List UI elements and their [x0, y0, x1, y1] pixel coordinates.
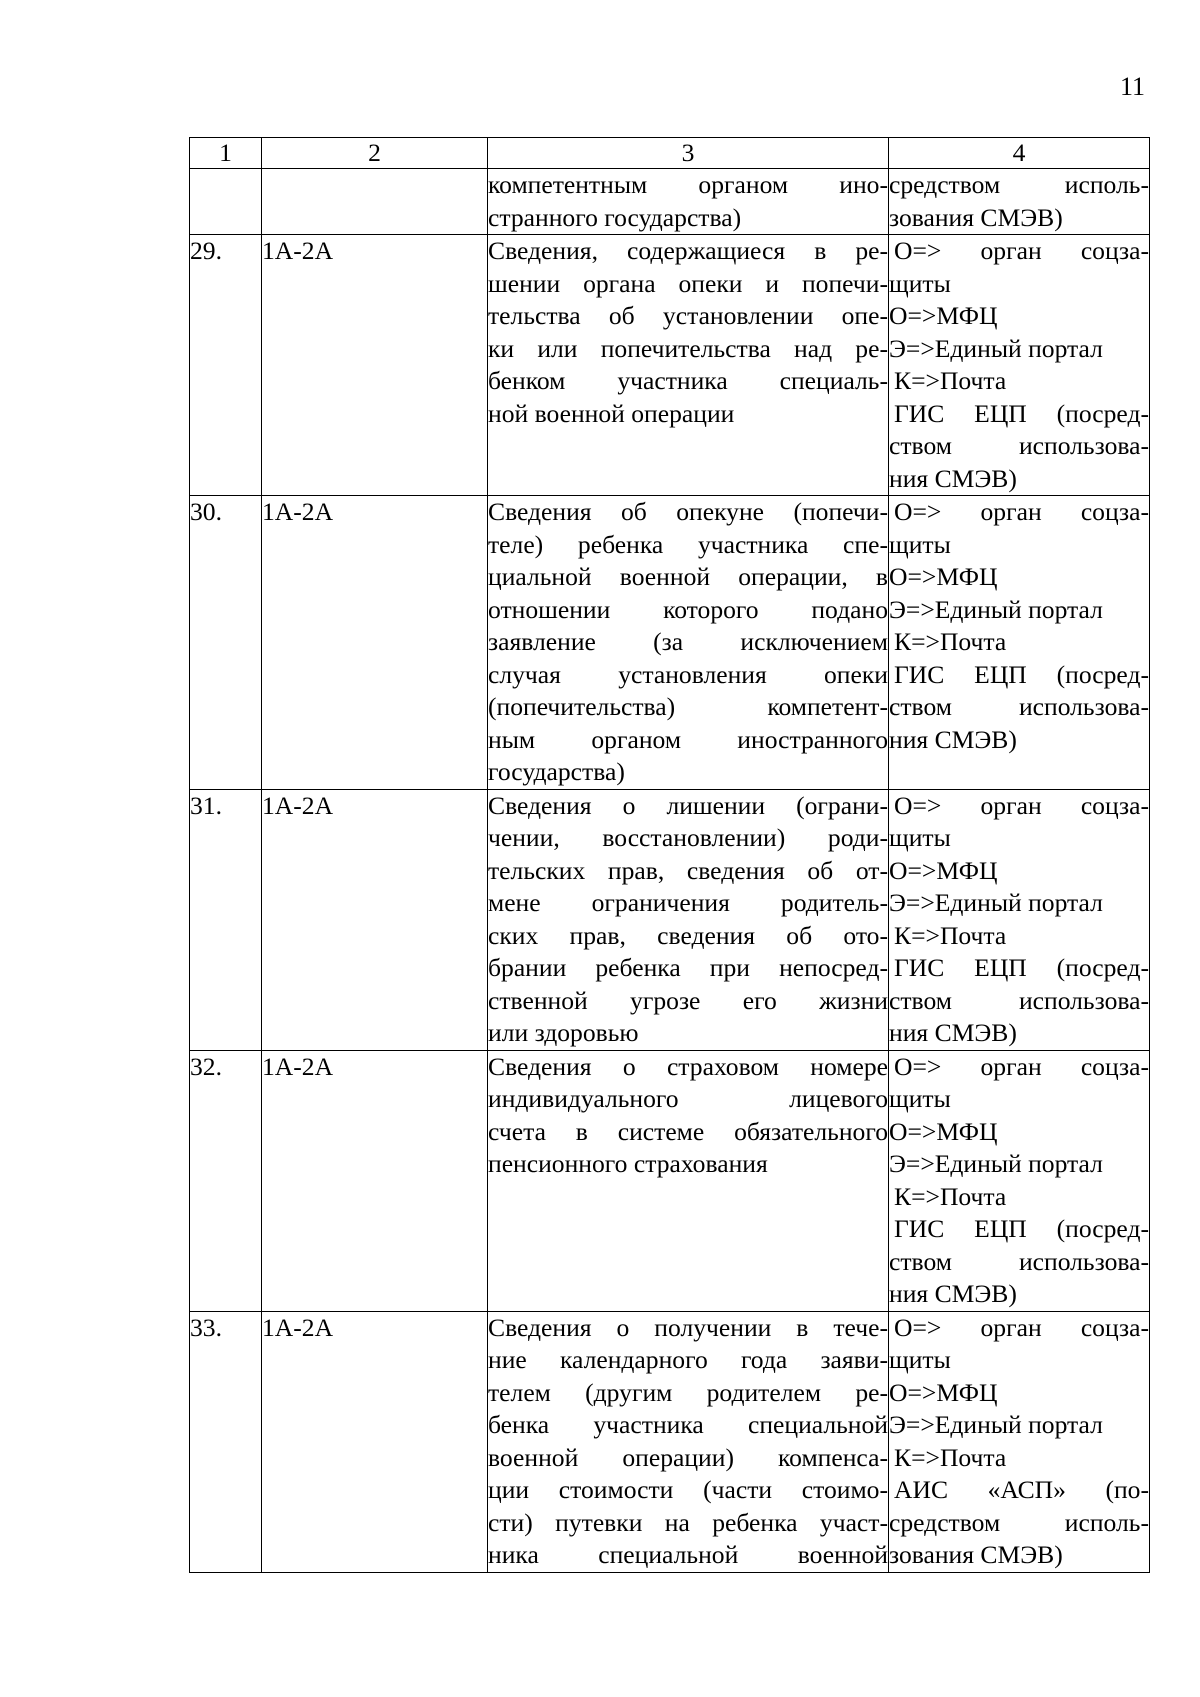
channel-line: Э=>Единый портал — [889, 1410, 1103, 1439]
description-line: счета в системе обязательного — [488, 1116, 888, 1146]
row-description-cell — [488, 169, 889, 235]
channel-line: ГИС ЕЦП (посред- — [894, 659, 1149, 689]
row-description-cell — [488, 235, 889, 496]
channel-line: ния СМЭВ) — [889, 1279, 1017, 1308]
description-line: ственной угрозе его жизни — [488, 985, 888, 1015]
row-number-cell: 32. — [190, 1050, 262, 1311]
channel-line: средством исполь- — [889, 1507, 1149, 1537]
row-number-cell: 31. — [190, 789, 262, 1050]
channel-line: ГИС ЕЦП (посред- — [894, 1214, 1149, 1243]
description-line: отношении которого подано — [488, 594, 888, 624]
row-code-cell — [262, 169, 488, 235]
channel-line: Э=>Единый портал — [889, 333, 1103, 363]
channel-line: О=> орган соцза- — [894, 236, 1149, 265]
description-line: Сведения, содержащиеся в ре- — [488, 236, 888, 265]
description-line: ника специальной военной — [488, 1540, 888, 1569]
description-line: тельских прав, сведения об от- — [488, 855, 888, 885]
description-line: странного государства) — [488, 202, 742, 232]
channel-line: зования СМЭВ) — [889, 1540, 1063, 1569]
table-header — [190, 138, 1150, 169]
description-line: случая установления опеки — [488, 659, 888, 689]
description-line: военной операции) компенса- — [488, 1442, 888, 1472]
description-line: сти) путевки на ребенка участ- — [488, 1507, 888, 1537]
row-description-cell — [488, 1050, 889, 1311]
description-line: или здоровью — [488, 1018, 639, 1047]
channel-line: ГИС ЕЦП (посред- — [894, 953, 1149, 982]
channel-line: К=>Почта — [894, 1442, 1007, 1472]
document-table — [189, 137, 1150, 1573]
column-header-2: 2 — [262, 138, 488, 169]
description-line: мене ограничения родитель- — [488, 888, 888, 917]
header-row — [190, 138, 1150, 169]
channel-line: О=>МФЦ — [889, 855, 998, 885]
row-description-cell — [488, 496, 889, 790]
channel-line: К=>Почта — [894, 366, 1007, 395]
channel-line: щиты — [889, 529, 951, 559]
description-line: Сведения о получении в тече- — [488, 1312, 888, 1342]
row-channels-cell — [889, 235, 1150, 496]
description-line: шении органа опеки и попечи- — [488, 268, 888, 298]
row-number-cell: 30. — [190, 496, 262, 790]
row-code-cell: 1А-2А — [262, 1311, 488, 1572]
channel-line: О=>МФЦ — [889, 301, 998, 330]
row-channels-cell — [889, 169, 1150, 235]
row-description-cell — [488, 789, 889, 1050]
description-line: теле) ребенка участника спе- — [488, 529, 888, 559]
channel-line: ния СМЭВ) — [889, 463, 1017, 493]
description-line: бенком участника специаль- — [488, 366, 888, 395]
description-line: ной военной операции — [488, 398, 735, 428]
column-header-3: 3 — [488, 138, 889, 169]
description-line: Сведения о лишении (ограни- — [488, 790, 888, 820]
description-line: брании ребенка при непосред- — [488, 953, 888, 982]
channel-line: ния СМЭВ) — [889, 724, 1017, 754]
channel-line: Э=>Единый портал — [889, 594, 1103, 624]
row-code-cell: 1А-2А — [262, 235, 488, 496]
table-body — [190, 169, 1150, 1573]
row-code-cell: 1А-2А — [262, 496, 488, 790]
row-channels-cell — [889, 1050, 1150, 1311]
channel-line: О=> орган соцза- — [894, 497, 1149, 526]
channel-line: О=> орган соцза- — [894, 1312, 1149, 1342]
table-row — [190, 169, 1150, 235]
row-channels-cell — [889, 789, 1150, 1050]
description-line: пенсионного страхования — [488, 1149, 768, 1178]
description-line: Сведения об опекуне (попечи- — [488, 497, 888, 526]
channel-line: щиты — [889, 1084, 951, 1113]
channel-line: щиты — [889, 823, 951, 852]
description-line: бенка участника специальной — [488, 1410, 888, 1439]
description-line: ки или попечительства над ре- — [488, 333, 888, 363]
description-line: Сведения о страховом номере — [488, 1051, 888, 1081]
channel-line: ством использова- — [889, 985, 1149, 1015]
channel-line: средством исполь- — [889, 170, 1149, 199]
column-header-4: 4 — [889, 138, 1150, 169]
channel-line: ГИС ЕЦП (посред- — [894, 398, 1149, 428]
table-row — [190, 1311, 1150, 1572]
channel-line: О=> орган соцза- — [894, 790, 1149, 820]
description-line: ции стоимости (части стоимо- — [488, 1475, 888, 1504]
row-channels-cell — [889, 496, 1150, 790]
description-line: индивидуального лицевого — [488, 1084, 888, 1113]
channel-line: К=>Почта — [894, 1181, 1007, 1211]
channel-line: щиты — [889, 268, 951, 298]
description-line: ным органом иностранного — [488, 724, 888, 754]
row-number-cell: 29. — [190, 235, 262, 496]
page-number: 11 — [1120, 72, 1146, 101]
channel-line: ния СМЭВ) — [889, 1018, 1017, 1047]
description-line: телем (другим родителем ре- — [488, 1377, 888, 1407]
row-description-cell — [488, 1311, 889, 1572]
description-line: ние календарного года заяви- — [488, 1345, 888, 1374]
channel-line: зования СМЭВ) — [889, 202, 1063, 232]
description-line: компетентным органом ино- — [488, 170, 888, 199]
description-line: государства) — [488, 757, 625, 786]
channel-line: О=>МФЦ — [889, 562, 998, 591]
table-row — [190, 789, 1150, 1050]
channel-line: К=>Почта — [894, 920, 1007, 950]
channel-line: АИС «АСП» (по- — [894, 1475, 1149, 1504]
channel-line: О=>МФЦ — [889, 1377, 998, 1407]
channel-line: ством использова- — [889, 692, 1149, 721]
channel-line: О=>МФЦ — [889, 1116, 998, 1146]
channel-line: ством использова- — [889, 1246, 1149, 1276]
channel-line: ством использова- — [889, 431, 1149, 460]
description-line: тельства об установлении опе- — [488, 301, 888, 330]
row-number-cell — [190, 169, 262, 235]
description-line: чении, восстановлении) роди- — [488, 823, 888, 852]
row-number-cell: 33. — [190, 1311, 262, 1572]
channel-line: щиты — [889, 1345, 951, 1374]
row-code-cell: 1А-2А — [262, 789, 488, 1050]
table-row — [190, 235, 1150, 496]
channel-line: К=>Почта — [894, 627, 1007, 656]
description-line: заявление (за исключением — [488, 627, 888, 656]
row-code-cell: 1А-2А — [262, 1050, 488, 1311]
column-header-1: 1 — [190, 138, 262, 169]
description-line: ских прав, сведения об ото- — [488, 920, 888, 950]
table-row — [190, 1050, 1150, 1311]
channel-line: Э=>Единый портал — [889, 888, 1103, 917]
description-line: (попечительства) компетент- — [488, 692, 888, 721]
channel-line: Э=>Единый портал — [889, 1149, 1103, 1178]
channel-line: О=> орган соцза- — [894, 1051, 1149, 1081]
row-channels-cell — [889, 1311, 1150, 1572]
table-row — [190, 496, 1150, 790]
description-line: циальной военной операции, в — [488, 562, 888, 591]
